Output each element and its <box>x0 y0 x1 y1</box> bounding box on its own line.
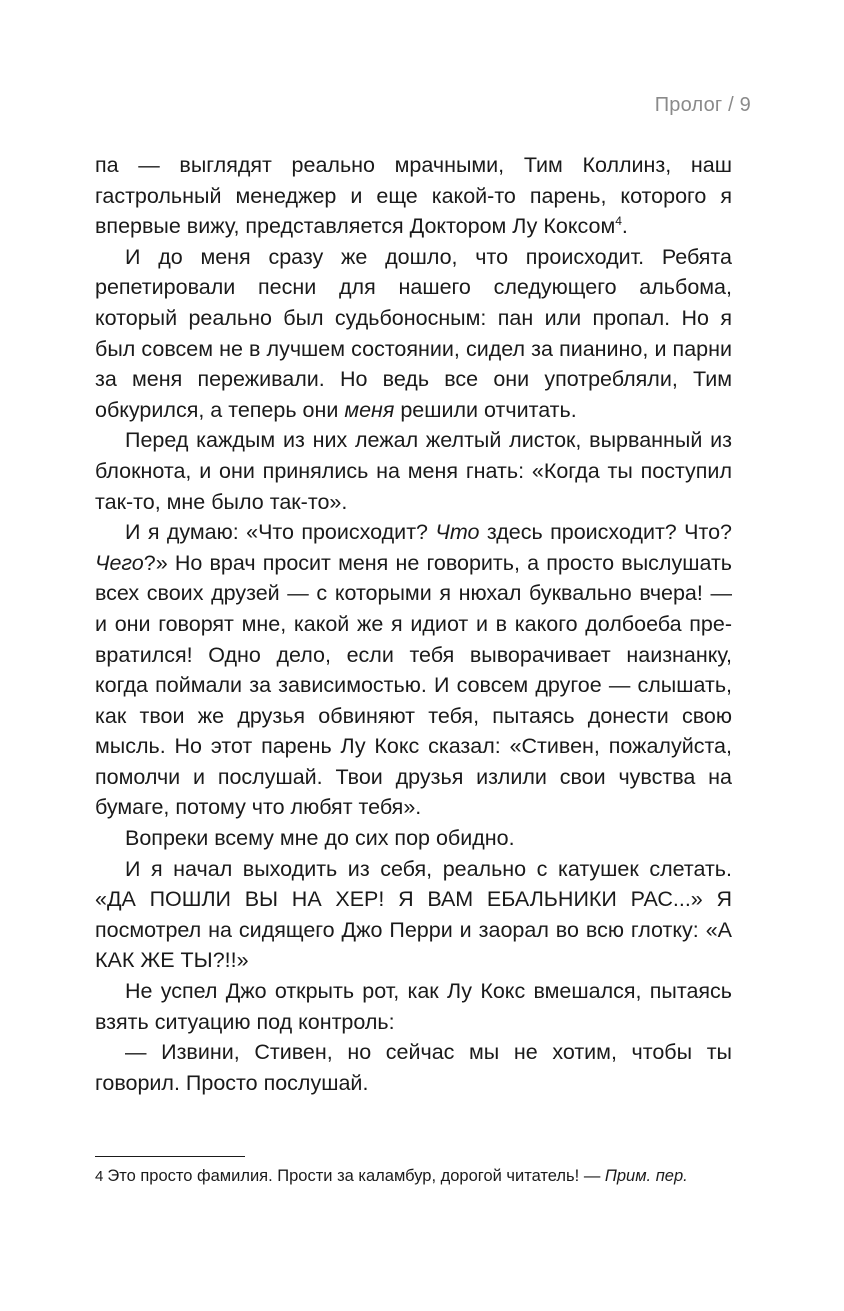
paragraph-1-end: . <box>621 214 628 239</box>
paragraph-5: Вопреки всему мне до сих пор обидно. <box>125 826 515 851</box>
paragraph-4-text-c: ?» Но врач просит меня не говорить, а просто выслушать всех своих друзей — с которыми я нюхал буквально вчера! — и они говорят мне, какой же я идиот и в какого долбоеба превратился! Одно дело, если тебя выворачивает наизнанку, когда поймали за зависимостью. И совсем другое — слышать, как твои же друзья обвиняют тебя, пытаясь донести свою мысль. Но этот парень Лу Кокс сказал: «Стивен, пожалуйста, помолчи и послушай. Твои друзья излили свои чувства на бумаге, потому что любят тебя». <box>95 550 732 820</box>
paragraph-1 <box>95 150 732 242</box>
footnote-reference: 4 <box>615 214 622 229</box>
paragraph-4 <box>95 517 732 823</box>
footnote <box>95 1164 740 1189</box>
footnote-number: 4 <box>95 1168 104 1185</box>
footnote-note: Прим. пер. <box>604 1167 688 1185</box>
paragraph-2-text: И до меня сразу же дошло, что происходит. Ребята репетировали песни для нашего следующего альбома, который реально был судьбоносным: пан или пропал. Но я был совсем не в лучшем состоянии, сидел за пианино, и парни за меня переживали. Но ведь все они употребляли, Тим обкурился, а теперь они <box>95 244 732 422</box>
paragraph-2 <box>95 242 732 426</box>
paragraph-2-emphasis: меня <box>344 397 395 422</box>
paragraph-4-emphasis-2: Чего <box>95 550 144 575</box>
paragraph-2-end: решили отчитать. <box>400 397 577 422</box>
footnote-divider <box>95 1156 245 1157</box>
paragraph-4-emphasis-1: Что <box>435 520 480 545</box>
paragraph-8: — Извини, Стивен, но сейчас мы не хотим, чтобы ты говорил. Просто послушай. <box>95 1040 732 1095</box>
paragraph-3: Перед каждым из них лежал желтый листок, вырванный из блокнота, и они принялись на меня гнать: «Когда ты поступил так-то, мне было так-то». <box>95 428 732 514</box>
paragraph-1-text: па — выглядят реально мрачными, Тим Коллинз, наш гастрольный менеджер и еще какой-то парень, которого я впервые вижу, представляется Доктором Лу Коксом <box>95 153 732 239</box>
paragraph-6: И я начал выходить из себя, реально с катушек слетать. «ДА ПОШЛИ ВЫ НА ХЕР! Я ВАМ ЕБАЛЬНИКИ РАС...» Я посмотрел на сидящего Джо Перри и заорал во всю глотку: «А КАК ЖЕ ТЫ?!!» <box>95 856 732 973</box>
footnote-text: Это просто фамилия. Прости за каламбур, дорогой читатель! — <box>107 1167 601 1185</box>
paragraph-4-text-b: здесь происходит? Что? <box>486 520 732 545</box>
paragraph-7: Не успел Джо открыть рот, как Лу Кокс вмешался, пытаясь взять ситуацию под контроль: <box>95 979 732 1034</box>
running-header: Пролог / 9 <box>654 94 751 116</box>
paragraph-4-text-a: И я думаю: «Что происходит? <box>125 520 429 545</box>
body-text <box>95 150 732 1098</box>
